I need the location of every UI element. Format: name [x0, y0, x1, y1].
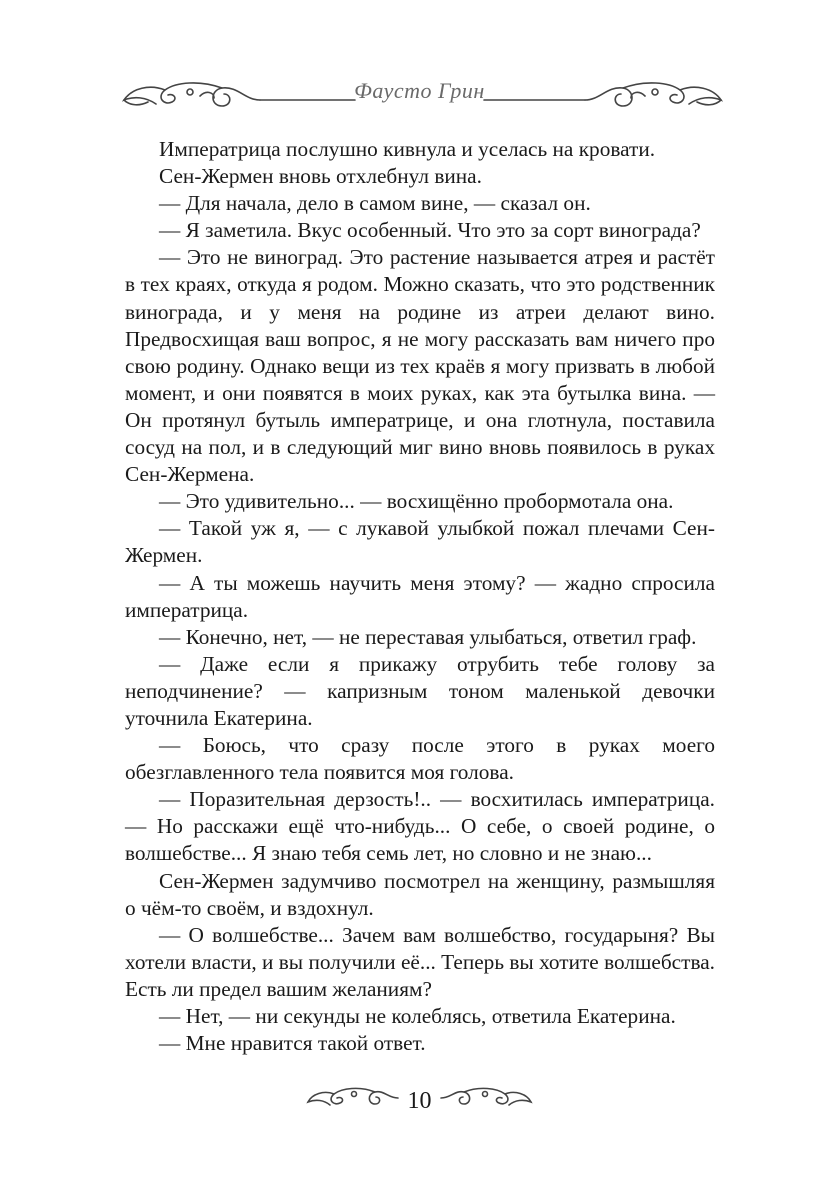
paragraph: — Нет, — ни секунды не колеблясь, ответила Екатерина. [159, 1004, 676, 1028]
page-number: 10 [407, 1088, 432, 1114]
paragraph: Сен-Жермен задумчиво посмотрел на женщину, размышляя о чём-то своём, и вздохнул. [125, 868, 715, 920]
paragraph: — А ты можешь научить меня этому? — жадно спросила императрица. [125, 570, 715, 622]
paragraph: — Мне нравится такой ответ. [159, 1031, 426, 1056]
paragraph: — Я заметила. Вкус особенный. Что это за сорт винограда? [159, 218, 701, 243]
paragraph: — Даже если я прикажу отрубить тебе голову за неподчинение? — капризным тоном маленькой девочки уточнила Екатерина. [125, 651, 715, 730]
paragraph: — Такой уж я, — с лукавой улыбкой пожал плечами Сен-Жермен. [125, 516, 715, 568]
paragraph: Императрица послушно кивнула и уселась на кровати. [159, 137, 656, 161]
paragraph: — Боюсь, что сразу после этого в руках моего обезглавленного тела появится моя голова. [125, 733, 715, 785]
paragraph: — Это удивительно... — восхищённо пробормотала она. [159, 489, 674, 514]
page-footer [0, 1074, 839, 1124]
header-title: Фаусто Грин [354, 78, 485, 103]
paragraph: — О волшебстве... Зачем вам волшебство, государыня? Вы хотели власти, и вы получили её... Теперь вы хотите волшебства. Есть ли предел вашим желаниям? [125, 922, 715, 1001]
body-text [125, 136, 715, 1057]
running-header [0, 66, 839, 126]
paragraph: — Поразительная дерзость!.. — восхитилась императрица. — Но расскажи ещё что-нибудь... О себе, о своей родине, о волшебстве... Я знаю тебя семь лет, но словно и не знаю... [125, 787, 715, 866]
paragraph: Сен-Жермен вновь отхлебнул вина. [159, 164, 482, 189]
paragraph: — Для начала, дело в самом вине, — сказал он. [159, 191, 591, 216]
paragraph: — Это не виноград. Это растение называется атрея и растёт в тех краях, откуда я родом. Можно сказать, что это родственник винограда, и у меня на родине из атреи делают вино. Предвосхищая ваш вопрос, я не могу рассказать вам ничего про свою родину. Однако вещи из тех краёв я могу призвать в любой момент, и они появятся в моих руках, как эта бутылка вина. — Он протянул бутыль императрице, и она глотнула, поставила сосуд на пол, и в следующий миг вино вновь появилось в руках Сен-Жермена. [125, 245, 715, 487]
paragraph: — Конечно, нет, — не переставая улыбаться, ответил граф. [159, 624, 697, 649]
